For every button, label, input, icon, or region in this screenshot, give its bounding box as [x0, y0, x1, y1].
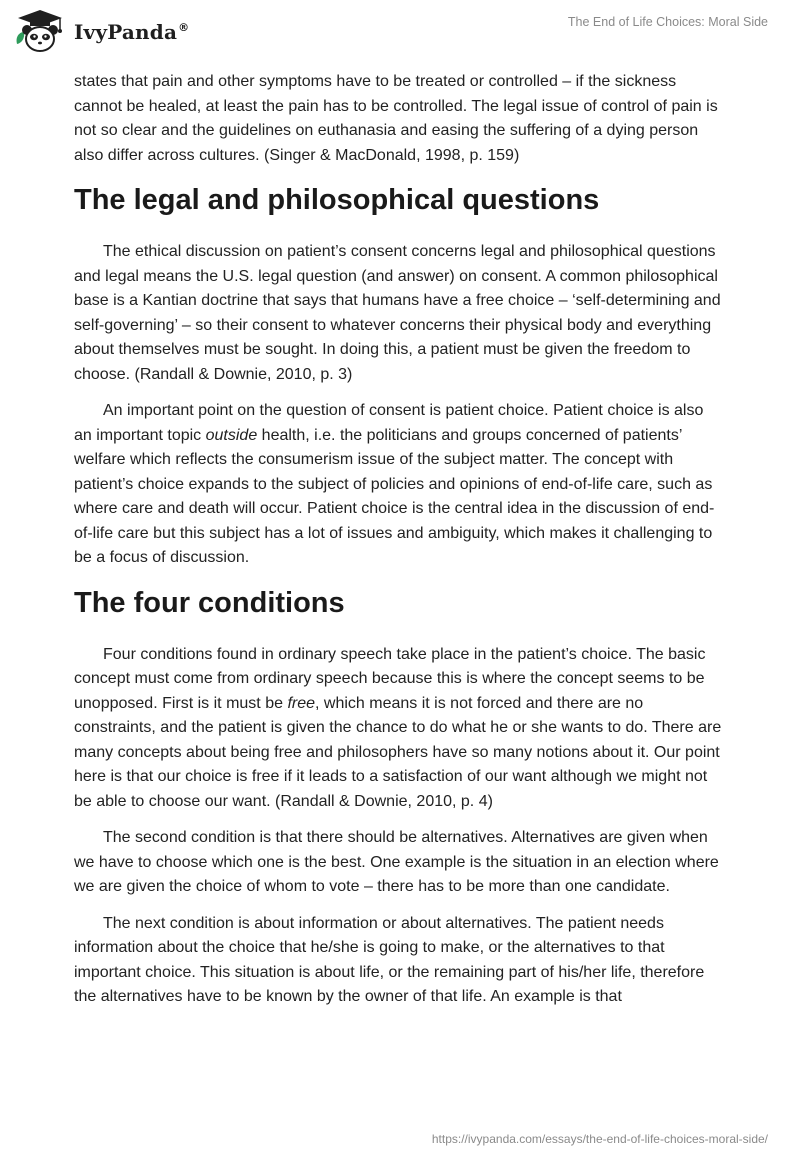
document-title: The End of Life Choices: Moral Side	[567, 15, 768, 29]
paragraph: Four conditions found in ordinary speech take place in the patient’s choice. The basic concept must come from ordinary speech because this is where the concept seems to be unopposed. First is it must be free, which means it is not forced and there are no constraints, and the patient is given the chance to do what he or she wants to do. There are many concepts about being free and philosophers have so many notions about it. Our point here is that our choice is free if it leads to a satisfaction of our want although we might not be able to choose our want. (Randall & Downie, 2010, p. 4)	[74, 645, 722, 810]
paragraph: The next condition is about information or about alternatives. The patient needs information about the choice that he/she is going to make, or the alternatives to that important choice. This situation is about life, or the remaining part of his/her life, therefore the alternatives have to be known by the owner of that life. An example is that	[74, 914, 705, 1005]
brand-logo[interactable]	[14, 8, 189, 54]
brand-name: IvyPanda®	[74, 20, 190, 44]
article-body	[74, 70, 724, 1022]
section-heading-four-conditions: The four conditions	[74, 586, 345, 619]
panda-graduate-icon	[14, 8, 66, 54]
emphasis-text: outside	[205, 426, 258, 444]
paragraph: An important point on the question of consent is patient choice. Patient choice is also an important topic outside health, i.e. the politicians and groups concerned of patients’ welfare which reflects the consumerism issue of the subject matter. The concept with patient’s choice expands to the subject of policies and opinions of end-of-life care, such as where care and death will occur. Patient choice is the central idea in the discussion of end-of-life care but this subject has a lot of issues and ambiguity, which makes it challenging to be a focus of discussion.	[74, 402, 715, 566]
paragraph: The ethical discussion on patient’s consent concerns legal and philosophical questions and legal means the U.S. legal question (and answer) on consent. A common philosophical base is a Kantian doctrine that says that humans have a free choice – ‘self-determining and self-governing’ – so their consent to whatever concerns their physical body and everything about themselves must be sought. In doing this, a patient must be given the freedom to choose. (Randall & Downie, 2010, p. 3)	[74, 243, 721, 383]
section-heading-legal-philosophical: The legal and philosophical questions	[74, 184, 600, 216]
intro-paragraph: states that pain and other symptoms have to be treated or controlled – if the sickness cannot be healed, at least the pain has to be controlled. The legal issue of control of pain is not so clear and the guidelines on euthanasia and easing the suffering of a dying person also differ across cultures. (Singer & MacDonald, 1998, p. 159)	[74, 73, 718, 164]
emphasis-text: free	[287, 694, 316, 712]
paragraph: The second condition is that there should be alternatives. Alternatives are given when we have to choose which one is the best. One example is the situation in an election where we are given the choice of whom to vote – there has to be more than one candidate.	[74, 829, 719, 895]
source-url-link[interactable]: https://ivypanda.com/essays/the-end-of-life-choices-moral-side/	[431, 1132, 768, 1146]
page-header	[0, 0, 800, 66]
